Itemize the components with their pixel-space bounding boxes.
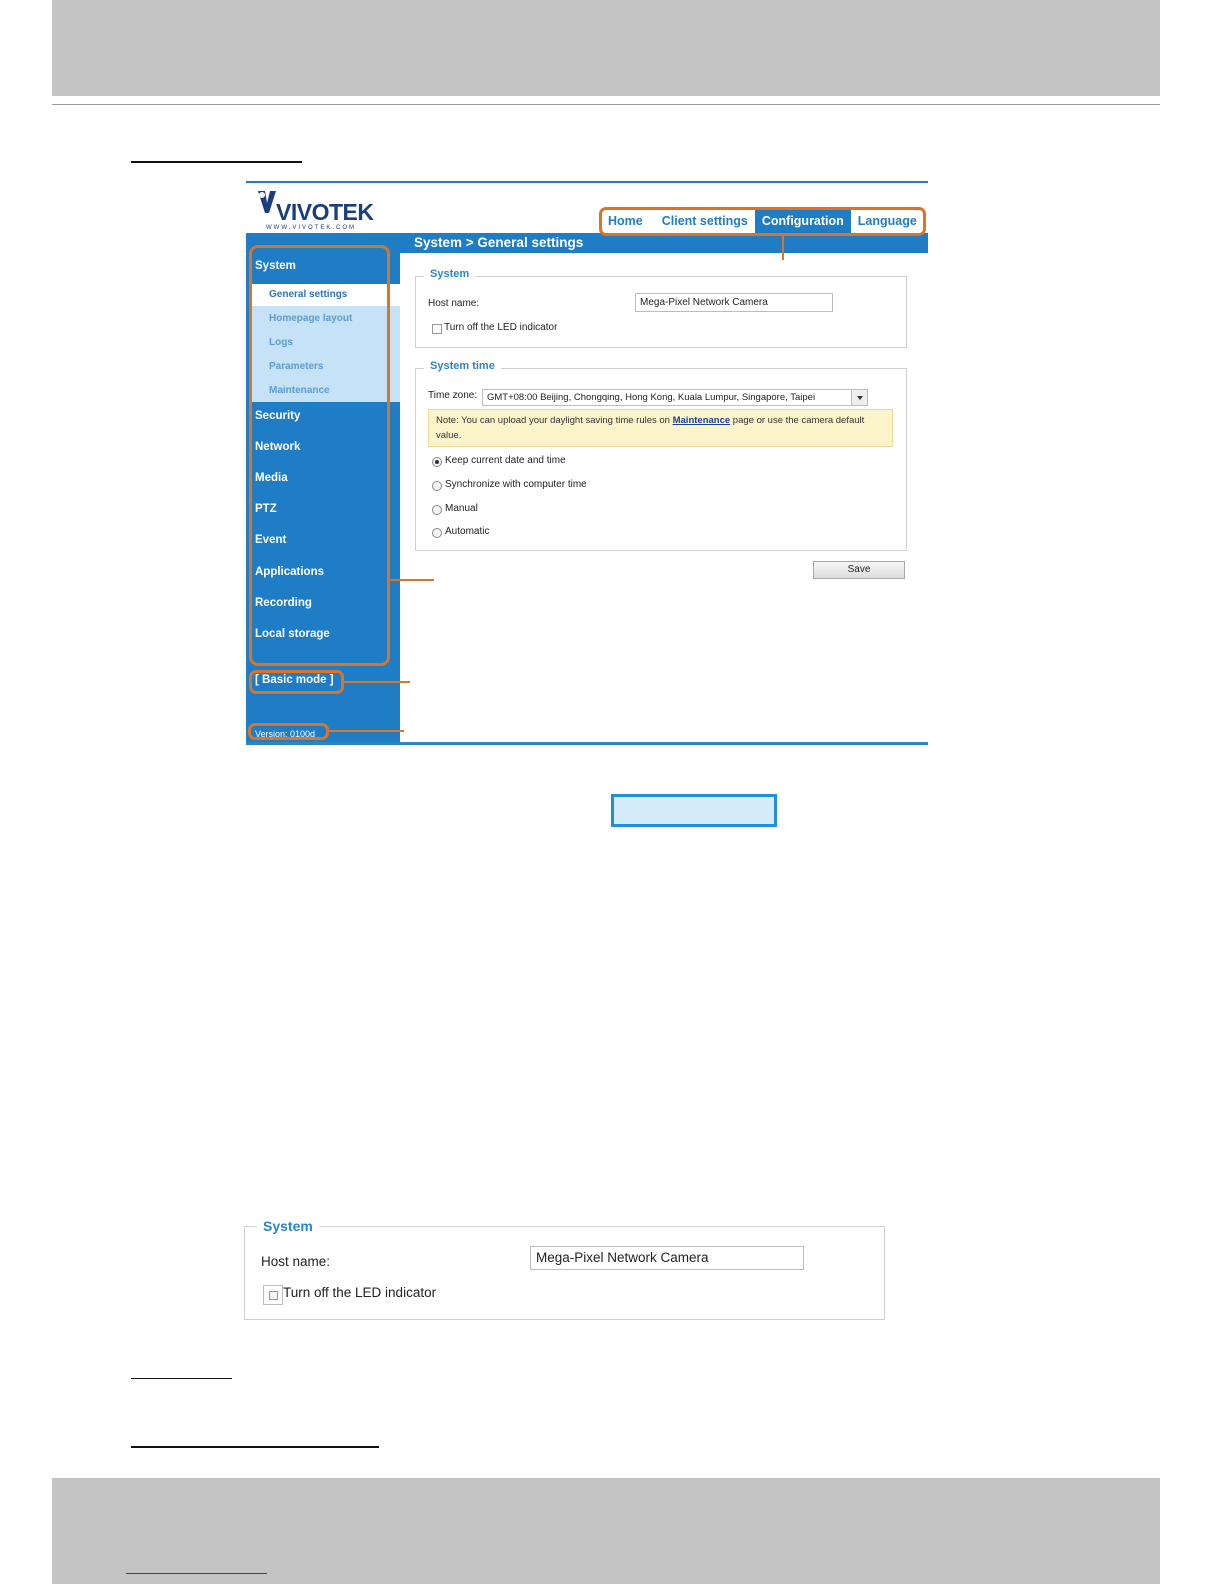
version-callout-line [329, 730, 404, 732]
sidebar-item-system[interactable]: System [255, 260, 296, 272]
time-zone-select[interactable] [482, 389, 868, 406]
section-rule [131, 1378, 232, 1379]
led-indicator-checkbox[interactable] [432, 324, 442, 334]
sidebar-item-ptz[interactable]: PTZ [255, 503, 277, 515]
system-legend: System [424, 268, 475, 280]
detail-host-name-input[interactable]: Mega-Pixel Network Camera [530, 1246, 804, 1270]
maintenance-link[interactable]: Maintenance [672, 415, 731, 426]
system-time-fieldset [415, 360, 907, 551]
sidebar-item-recording[interactable]: Recording [255, 597, 312, 609]
radio-keep-current[interactable] [432, 457, 442, 467]
nav-callout-line [782, 236, 784, 260]
led-indicator-label: Turn off the LED indicator [444, 322, 558, 333]
detail-led-checkbox[interactable] [263, 1285, 283, 1305]
nav-language[interactable]: Language [857, 214, 917, 228]
sidebar-callout-box [249, 245, 390, 666]
logo-sub-text: WWW.VIVOTEK.COM [266, 225, 356, 231]
configuration-screenshot [246, 181, 928, 745]
sidebar-callout-line [390, 579, 434, 581]
section-rule [131, 1446, 379, 1448]
submenu-logs[interactable]: Logs [269, 337, 293, 348]
detail-led-checkbox-box [269, 1291, 278, 1300]
nav-configuration[interactable]: Configuration [755, 209, 851, 233]
time-zone-label: Time zone: [428, 390, 478, 401]
submenu-maintenance[interactable]: Maintenance [269, 385, 330, 396]
radio-manual[interactable] [432, 505, 442, 515]
figure-caption-box [611, 794, 777, 827]
nav-callout-box [599, 207, 926, 236]
header-rule [52, 104, 1160, 105]
breadcrumb: System > General settings [414, 235, 584, 250]
radio-automatic[interactable] [432, 528, 442, 538]
radio-keep-current-label: Keep current date and time [445, 455, 566, 466]
version-callout-box [248, 723, 329, 740]
system-time-legend: System time [424, 360, 501, 372]
host-name-label: Host name: [428, 298, 480, 309]
system-detail-screenshot [244, 1218, 885, 1320]
sidebar-item-local-storage[interactable]: Local storage [255, 628, 330, 640]
submenu-parameters[interactable]: Parameters [269, 361, 324, 372]
radio-sync-computer[interactable] [432, 481, 442, 491]
sidebar-item-media[interactable]: Media [255, 472, 288, 484]
firmware-version: Version: 0100d [255, 729, 316, 739]
vivotek-logo-icon [256, 189, 278, 225]
sidebar-item-event[interactable]: Event [255, 534, 287, 546]
basic-mode-link[interactable]: [ Basic mode ] [255, 674, 334, 686]
chevron-down-icon[interactable] [851, 390, 867, 405]
detail-host-name-label: Host name: [261, 1254, 331, 1269]
vivotek-logo [256, 189, 396, 233]
detail-system-legend: System [257, 1218, 319, 1234]
detail-led-label: Turn off the LED indicator [283, 1285, 437, 1300]
sidebar-item-security[interactable]: Security [255, 410, 301, 422]
system-fieldset [415, 268, 907, 348]
sidebar-item-network[interactable]: Network [255, 441, 301, 453]
page-header-band [52, 0, 1160, 96]
nav-client-settings[interactable]: Client settings [661, 214, 748, 228]
submenu-homepage-layout[interactable]: Homepage layout [269, 313, 353, 324]
radio-manual-label: Manual [445, 503, 478, 514]
radio-sync-computer-label: Synchronize with computer time [445, 479, 587, 490]
dst-note-suffix: page or use the camera default value. [436, 415, 865, 441]
footer-link-underline [126, 1573, 267, 1574]
radio-automatic-label: Automatic [445, 526, 490, 537]
page-title-bar [400, 233, 928, 253]
save-button[interactable]: Save [813, 561, 905, 579]
submenu-general-settings[interactable]: General settings [269, 289, 348, 300]
basic-mode-callout-box [249, 670, 344, 694]
dst-note-prefix: Note: You can upload your daylight saving time rules on [436, 415, 673, 426]
basic-mode-callout-line [344, 681, 410, 683]
nav-home[interactable]: Home [608, 214, 643, 228]
page-footer-band [52, 1478, 1160, 1584]
host-name-input[interactable]: Mega-Pixel Network Camera [635, 293, 833, 312]
section-rule [131, 161, 302, 163]
dst-note [428, 409, 893, 447]
sidebar-item-applications[interactable]: Applications [255, 566, 325, 578]
time-zone-value: GMT+08:00 Beijing, Chongqing, Hong Kong, Kuala Lumpur, Singapore, Taipei [487, 392, 816, 403]
logo-brand-text: VIVOTEK [276, 199, 374, 225]
